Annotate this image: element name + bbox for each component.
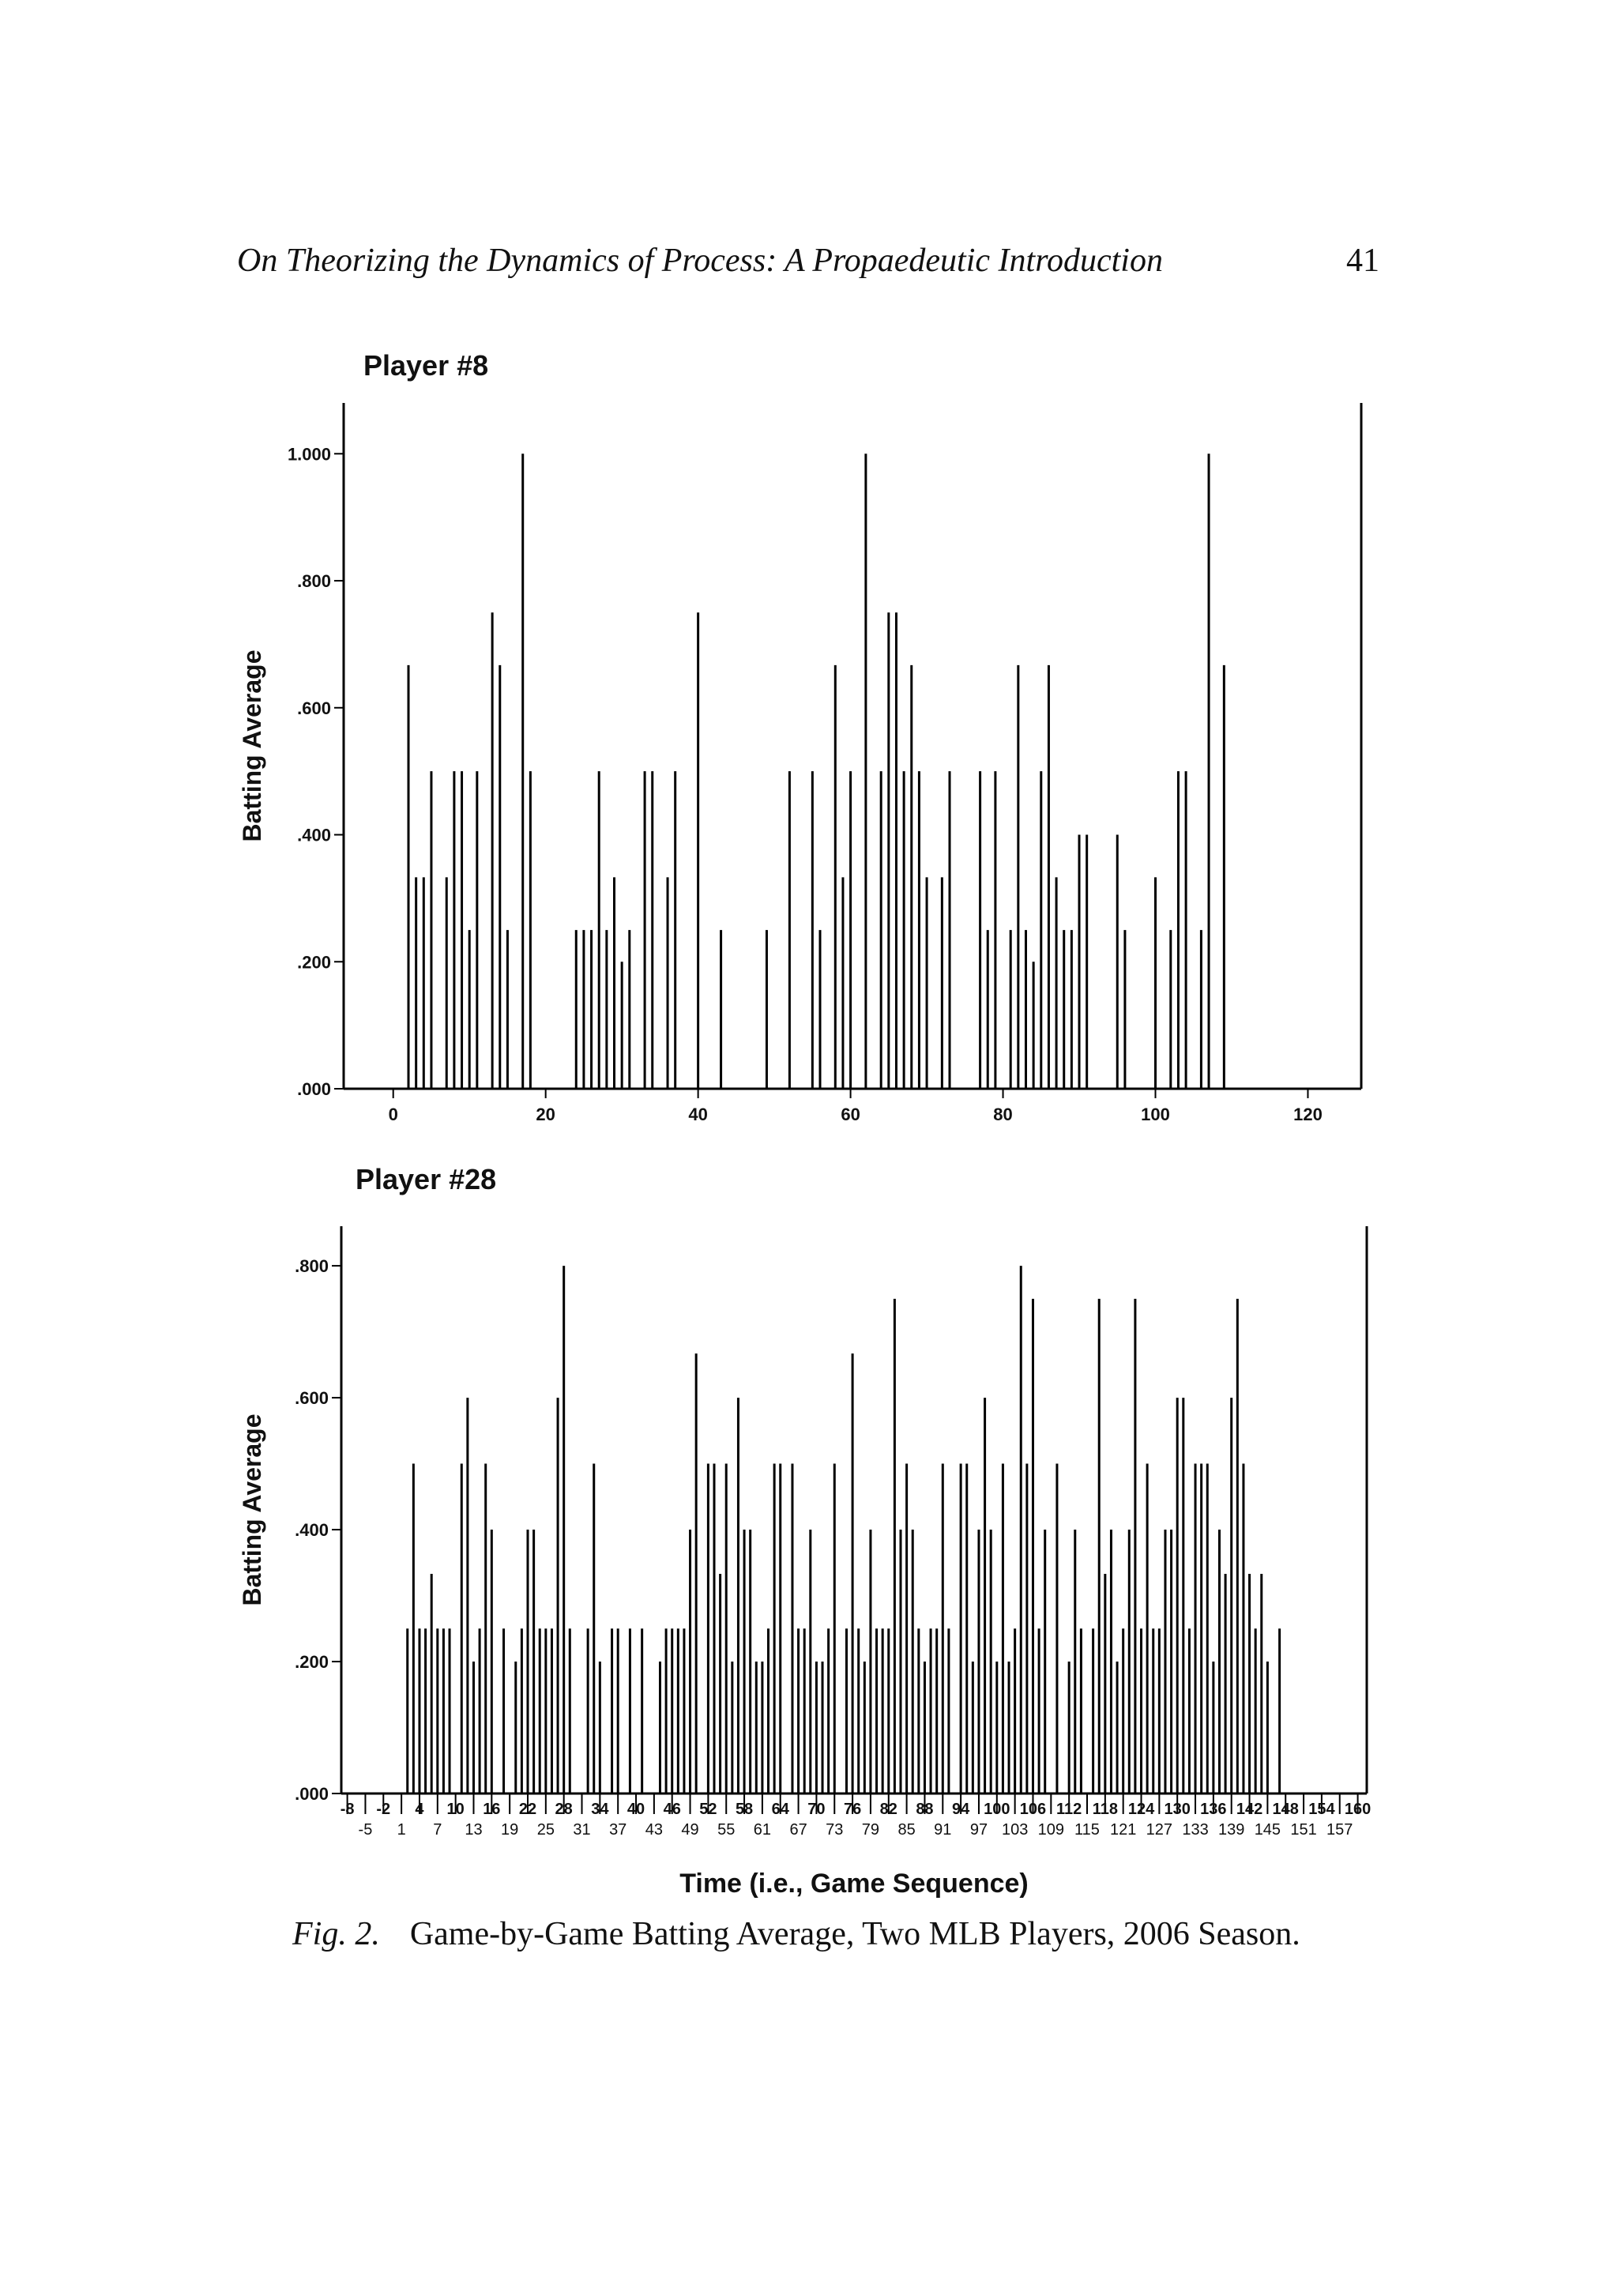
x-tick-label-lower: 127 [1146,1821,1173,1839]
x-tick-label-lower: 91 [934,1821,952,1839]
x-tick-label-upper: 124 [1127,1801,1155,1818]
x-tick-label-lower: 37 [609,1821,627,1839]
x-tick-label-lower: 13 [465,1821,483,1839]
x-tick-label-lower: 19 [501,1821,519,1839]
chart-2 [238,1163,1371,1899]
x-tick-label-lower: 73 [826,1821,844,1839]
y-tick-label: .200 [297,952,331,973]
x-tick-label-lower: 133 [1182,1821,1209,1839]
x-tick-label-upper: 130 [1164,1801,1191,1818]
x-tick-label-upper: 118 [1092,1801,1118,1818]
chart-1 [238,349,1361,1124]
x-tick-label-upper: 148 [1272,1801,1299,1818]
x-tick-label: 0 [388,1105,398,1124]
y-tick-label: .000 [297,1079,331,1099]
x-tick-label: 80 [993,1105,1013,1124]
x-tick-label-upper: 88 [916,1801,934,1818]
x-tick-label-lower: 115 [1074,1821,1100,1839]
y-axis-label: Batting Average [238,649,266,842]
page-number: 41 [1346,243,1379,279]
figure-caption [292,1915,1398,1953]
y-tick-label: .800 [297,571,331,592]
x-tick-label-lower: 103 [1001,1821,1029,1839]
x-tick-label-lower: 145 [1254,1821,1281,1839]
x-tick-label-lower: 85 [897,1821,916,1839]
x-tick-label-upper: 4 [415,1801,424,1818]
x-tick-label-upper: 112 [1056,1801,1082,1818]
y-tick-label: 1.000 [287,444,331,465]
x-tick-label-upper: 142 [1236,1801,1263,1818]
x-tick-label-upper: 76 [843,1801,862,1818]
x-tick-label-lower: 25 [536,1821,555,1839]
caption-text: Game-by-Game Batting Average, Two MLB Players, 2006 Season. [409,1916,1300,1952]
y-tick-label: .600 [297,698,331,718]
x-tick-label-upper: 160 [1344,1801,1372,1818]
x-tick-label-upper: 52 [699,1801,717,1818]
x-tick-label-lower: 49 [681,1821,699,1839]
y-tick-label: .600 [295,1388,329,1409]
x-tick-label-upper: -2 [376,1801,391,1818]
x-tick-label: 100 [1141,1105,1170,1124]
x-tick-label-lower: 67 [789,1821,807,1839]
x-tick-label-lower: 31 [573,1821,591,1839]
x-tick-label-lower: 109 [1037,1821,1065,1839]
y-tick-label: .200 [295,1652,329,1673]
x-tick-label-upper: 58 [735,1801,754,1818]
x-tick-label-upper: 22 [518,1801,537,1818]
x-tick-label-upper: 28 [555,1801,573,1818]
x-tick-label-lower: 121 [1109,1821,1137,1839]
x-tick-label-lower: -5 [358,1821,373,1839]
x-tick-label-lower: 61 [753,1821,772,1839]
x-tick-label: 60 [841,1105,860,1124]
x-tick-label-upper: 106 [1019,1801,1047,1818]
x-tick-label-lower: 7 [433,1821,442,1839]
x-tick-label-lower: 55 [717,1821,736,1839]
x-tick-label-lower: 151 [1290,1821,1317,1839]
caption-label: Fig. 2. [292,1916,380,1952]
y-tick-label: .400 [295,1520,329,1541]
x-tick-label-upper: 70 [807,1801,826,1818]
x-tick-label: 40 [688,1105,708,1124]
x-tick-label-upper: 34 [591,1801,609,1818]
y-tick-label: .800 [295,1256,329,1277]
x-tick-label-upper: 154 [1308,1801,1335,1818]
x-tick-label-lower: 97 [969,1821,988,1839]
x-tick-label-lower: 1 [397,1821,406,1839]
x-tick-label-upper: 82 [879,1801,897,1818]
x-tick-label-upper: 100 [984,1801,1010,1818]
x-tick-label-upper: 16 [483,1801,501,1818]
y-tick-label: .000 [295,1784,329,1804]
x-tick-label-lower: 157 [1326,1821,1353,1839]
x-tick-label-lower: 139 [1218,1821,1245,1839]
x-axis-label: Time (i.e., Game Sequence) [679,1869,1029,1899]
x-tick-label-upper: 136 [1200,1801,1227,1818]
x-tick-label-upper: 94 [952,1801,970,1818]
x-tick-label-upper: 10 [446,1801,465,1818]
chart-title: Player #28 [356,1163,497,1195]
x-tick-label-lower: 43 [645,1821,663,1839]
y-axis-label: Batting Average [238,1413,266,1606]
x-tick-label: 120 [1293,1105,1323,1124]
header-title: On Theorizing the Dynamics of Process: A Propaedeutic Introduction [237,243,1163,279]
chart-title: Player #8 [363,349,489,382]
x-tick-label: 20 [536,1105,555,1124]
x-tick-label-upper: -8 [340,1801,355,1818]
x-tick-label-lower: 79 [861,1821,880,1839]
x-tick-label-upper: 46 [663,1801,681,1818]
y-tick-label: .400 [297,825,331,845]
x-tick-label-upper: 64 [771,1801,789,1818]
x-tick-label-upper: 40 [627,1801,645,1818]
